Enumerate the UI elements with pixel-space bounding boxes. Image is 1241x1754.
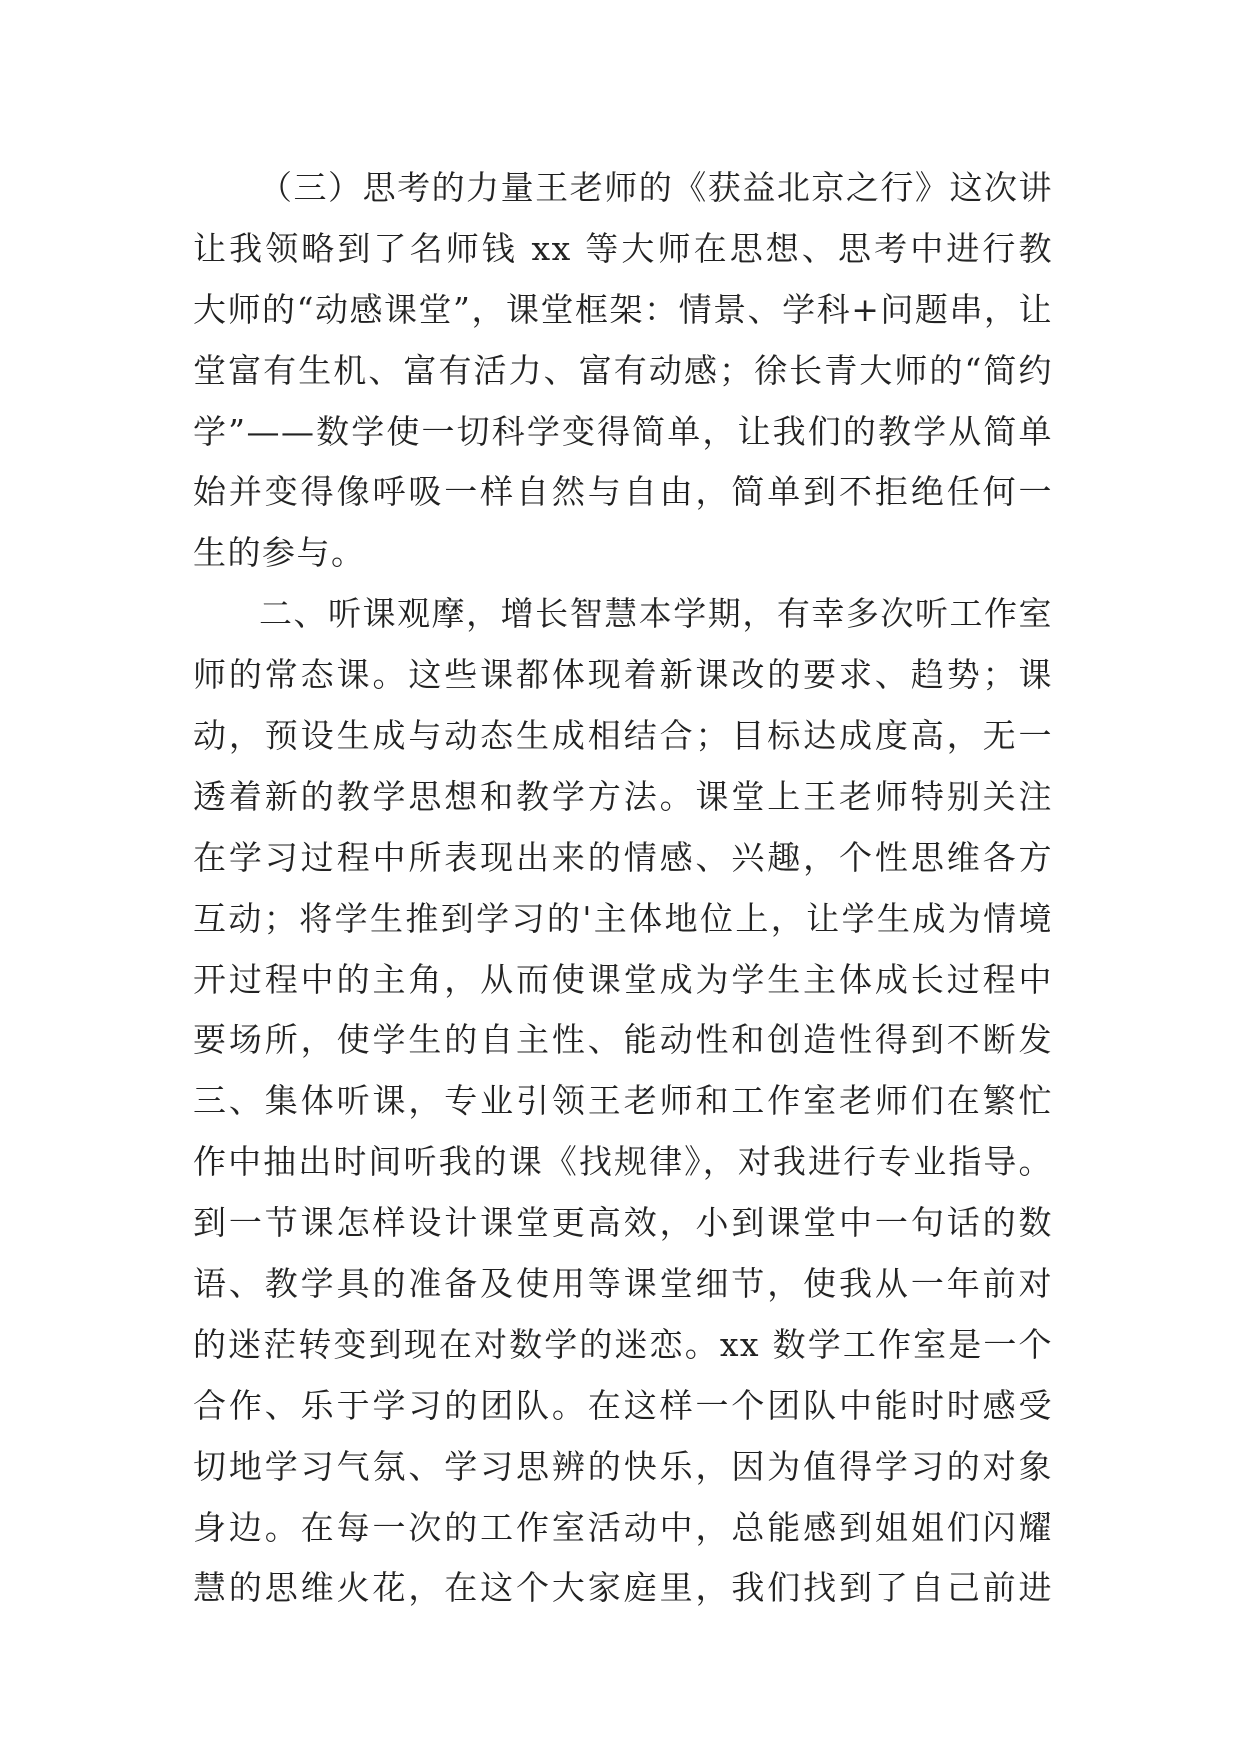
text-line: 身边。在每一次的工作室活动中，总能感到姐姐们闪耀 [193, 1507, 1053, 1547]
text-line: 始并变得像呼吸一样自然与自由，简单到不拒绝任何一 [193, 472, 1053, 512]
text-line: 大师的“动感课堂”，课堂框架：情景、学科+问题串，让 [193, 289, 1053, 329]
text-line: 切地学习气氛、学习思辨的快乐，因为值得学习的对象 [193, 1446, 1053, 1486]
text-line: 要场所，使学生的自主性、能动性和创造性得到不断发 [193, 1020, 1053, 1060]
text-line: 师的常态课。这些课都体现着新课改的要求、趋势；课 [193, 655, 1053, 695]
text-line: 让我领略到了名师钱 xx 等大师在思想、思考中进行教 [193, 228, 1053, 268]
text-line: 透着新的教学思想和教学方法。课堂上王老师特别关注 [193, 776, 1053, 816]
text-line: 在学习过程中所表现出来的情感、兴趣，个性思维各方 [193, 837, 1053, 877]
text-line: 三、集体听课，专业引领王老师和工作室老师们在繁忙 [193, 1081, 1053, 1121]
text-line: 互动；将学生推到学习的'主体地位上，让学生成为情境 [193, 898, 1053, 938]
text-line: 二、听课观摩，增长智慧本学期，有幸多次听工作室 [259, 594, 1053, 634]
text-line: 到一节课怎样设计课堂更高效，小到课堂中一句话的数 [193, 1203, 1053, 1243]
text-line: 动，预设生成与动态生成相结合；目标达成度高，无一 [193, 716, 1053, 756]
text-line: 开过程中的主角，从而使课堂成为学生主体成长过程中 [193, 959, 1053, 999]
text-line: 慧的思维火花，在这个大家庭里，我们找到了自己前进 [193, 1568, 1053, 1608]
text-line: 合作、乐于学习的团队。在这样一个团队中能时时感受 [193, 1385, 1053, 1425]
text-line: 的迷茫转变到现在对数学的迷恋。xx 数学工作室是一个 [193, 1324, 1053, 1364]
text-line: （三）思考的力量王老师的《获益北京之行》这次讲 [259, 168, 1053, 207]
document-body [193, 158, 1053, 1619]
text-line: 堂富有生机、富有活力、富有动感；徐长青大师的“简约 [193, 350, 1053, 390]
text-line: 学”——数学使一切科学变得简单，让我们的教学从简单 [193, 411, 1053, 451]
text-line: 生的参与。 [193, 533, 366, 573]
text-line: 语、教学具的准备及使用等课堂细节，使我从一年前对 [193, 1264, 1053, 1304]
text-line: 作中抽出时间听我的课《找规律》，对我进行专业指导。 [193, 1142, 1053, 1182]
